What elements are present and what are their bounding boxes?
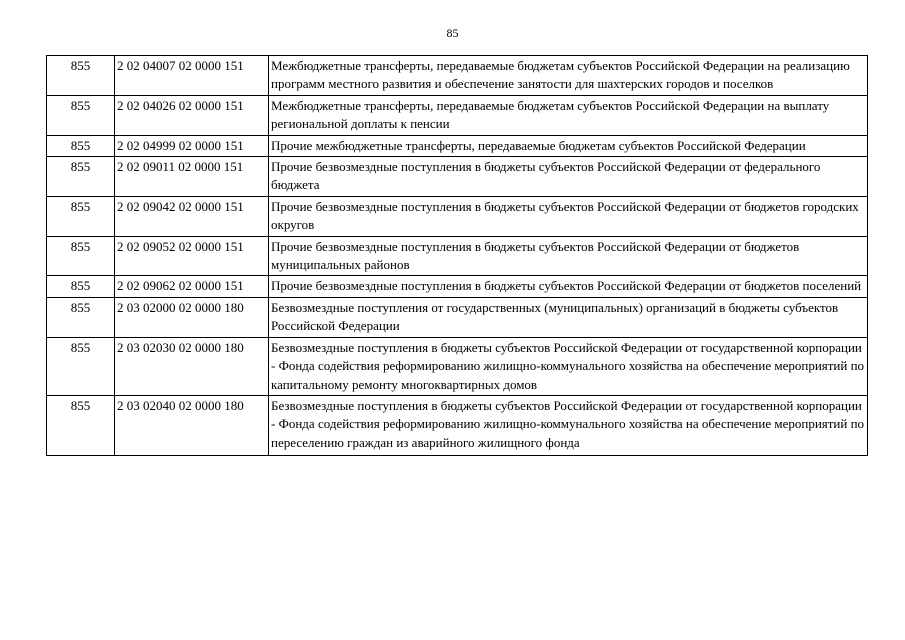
budget-code-cell: 2 03 02030 02 0000 180: [115, 337, 269, 395]
table-row: [47, 276, 868, 297]
budget-code-cell: 2 03 02000 02 0000 180: [115, 297, 269, 337]
admin-code-cell: 855: [47, 196, 115, 236]
admin-code-cell: 855: [47, 276, 115, 297]
revenue-name-cell: Прочие безвозмездные поступления в бюджеты субъектов Российской Федерации от бюджетов муниципальных районов: [269, 236, 868, 276]
budget-code-cell: 2 02 04007 02 0000 151: [115, 56, 269, 96]
revenue-name-cell: Межбюджетные трансферты, передаваемые бюджетам субъектов Российской Федерации на выплату региональной доплаты к пенсии: [269, 95, 868, 135]
revenue-name-cell: Безвозмездные поступления в бюджеты субъектов Российской Федерации от государственной корпорации - Фонда содействия реформированию жилищно-коммунального хозяйства на обеспечение мероприятий по переселению граждан из аварийного жилищного фонда: [269, 395, 868, 455]
revenue-name-cell: Прочие безвозмездные поступления в бюджеты субъектов Российской Федерации от бюджетов поселений: [269, 276, 868, 297]
revenue-name-cell: Прочие безвозмездные поступления в бюджеты субъектов Российской Федерации от федерального бюджета: [269, 157, 868, 197]
admin-code-cell: 855: [47, 337, 115, 395]
revenue-name-cell: Прочие межбюджетные трансферты, передаваемые бюджетам субъектов Российской Федерации: [269, 135, 868, 156]
table-row: [47, 337, 868, 395]
admin-code-cell: 855: [47, 157, 115, 197]
table-row: [47, 157, 868, 197]
revenue-name-cell: Прочие безвозмездные поступления в бюджеты субъектов Российской Федерации от бюджетов городских округов: [269, 196, 868, 236]
revenue-name-cell: Безвозмездные поступления от государственных (муниципальных) организаций в бюджеты субъектов Российской Федерации: [269, 297, 868, 337]
budget-code-cell: 2 02 09042 02 0000 151: [115, 196, 269, 236]
table-row: [47, 395, 868, 455]
budget-code-cell: 2 02 09052 02 0000 151: [115, 236, 269, 276]
table-row: [47, 297, 868, 337]
table-row: [47, 95, 868, 135]
admin-code-cell: 855: [47, 236, 115, 276]
table-row: [47, 135, 868, 156]
admin-code-cell: 855: [47, 297, 115, 337]
admin-code-cell: 855: [47, 395, 115, 455]
admin-code-cell: 855: [47, 135, 115, 156]
budget-code-cell: 2 02 09011 02 0000 151: [115, 157, 269, 197]
budget-code-cell: 2 02 04999 02 0000 151: [115, 135, 269, 156]
revenue-name-cell: Безвозмездные поступления в бюджеты субъектов Российской Федерации от государственной корпорации - Фонда содействия реформированию жилищно-коммунального хозяйства на обеспечение мероприятий по капитальному ремонту многоквартирных домов: [269, 337, 868, 395]
table-row: [47, 56, 868, 96]
table-row: [47, 236, 868, 276]
budget-codes-table: [46, 55, 868, 456]
budget-code-cell: 2 02 04026 02 0000 151: [115, 95, 269, 135]
admin-code-cell: 855: [47, 56, 115, 96]
budget-code-cell: 2 03 02040 02 0000 180: [115, 395, 269, 455]
admin-code-cell: 855: [47, 95, 115, 135]
revenue-name-cell: Межбюджетные трансферты, передаваемые бюджетам субъектов Российской Федерации на реализацию программ местного развития и обеспечение занятости для шахтерских городов и поселков: [269, 56, 868, 96]
budget-code-cell: 2 02 09062 02 0000 151: [115, 276, 269, 297]
table-row: [47, 196, 868, 236]
page-number: 85: [446, 26, 459, 40]
